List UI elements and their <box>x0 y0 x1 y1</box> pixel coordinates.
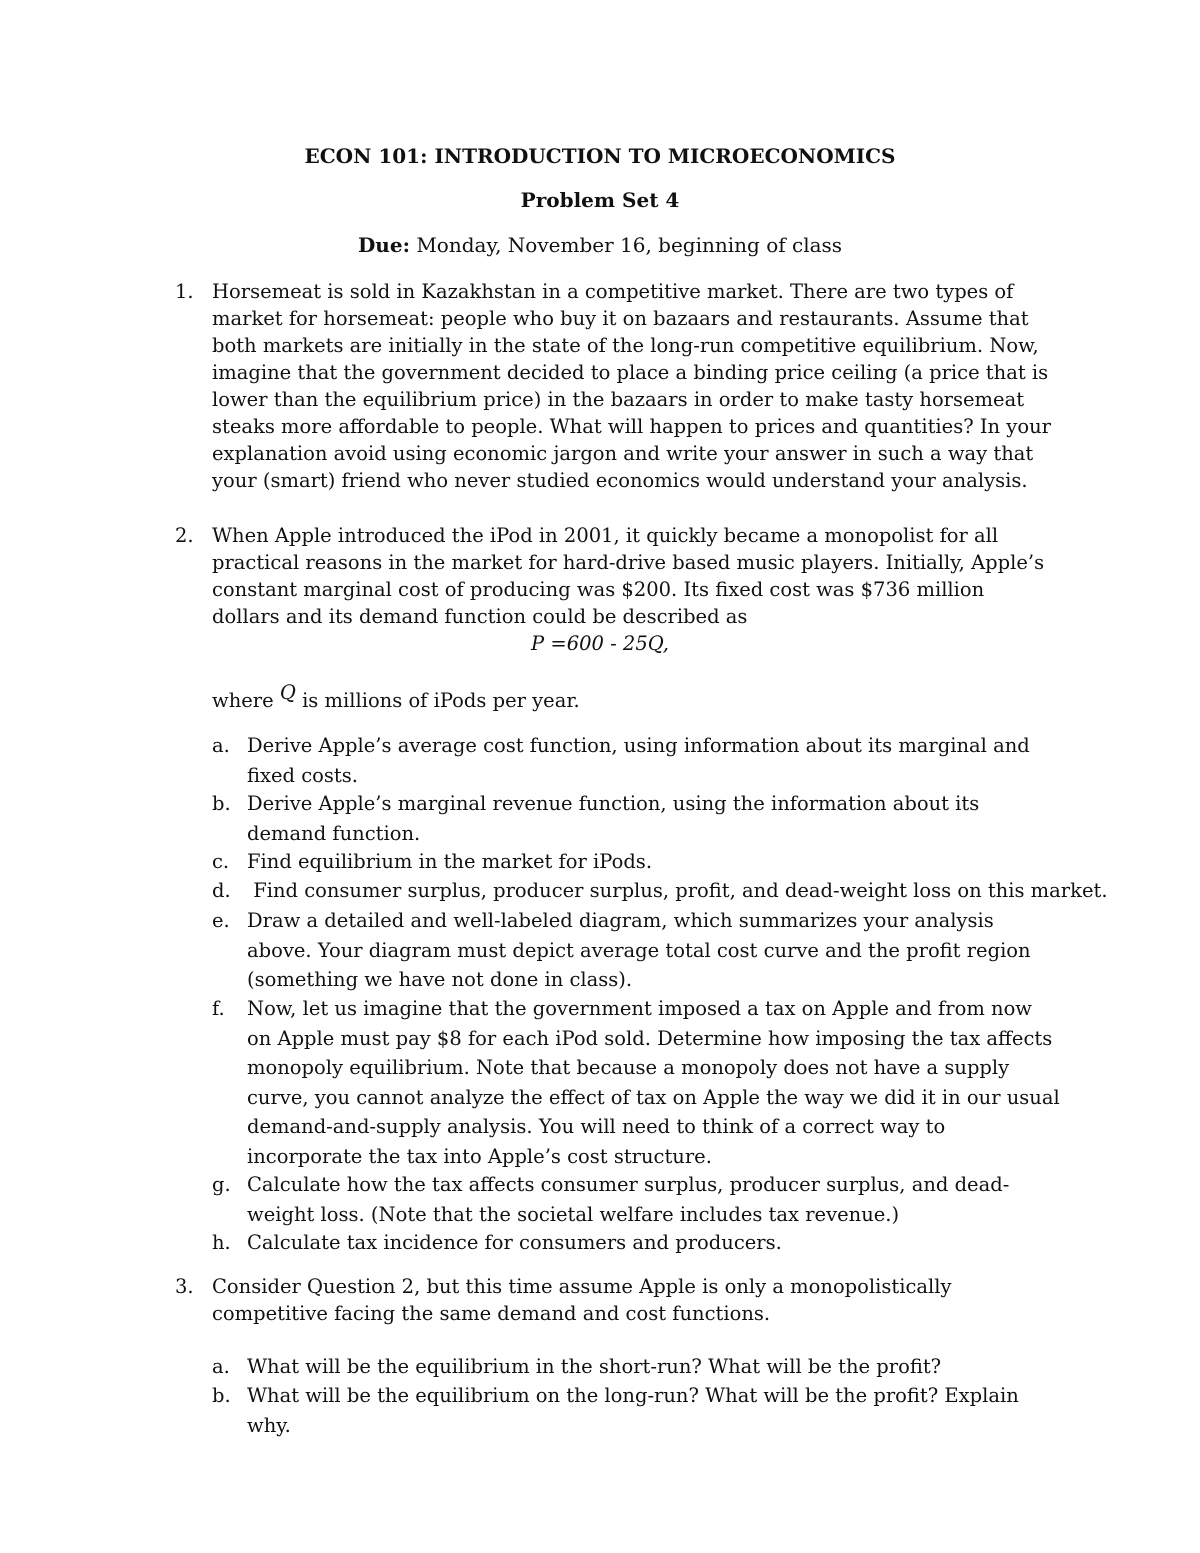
q3-text: Consider Question 2, but this time assume Apple is only a monopolistically competitive facing the same demand and cost functions. <box>212 1275 952 1325</box>
q2-text: When Apple introduced the iPod in 2001, it quickly became a monopolist for all practical reasons in the market for hard-drive based music players. Initially, Apple’s constant marginal cost of producing was $200. Its fixed cost was $736 million dollars and its demand function could be described as <box>212 524 1045 628</box>
q1-number: 1. <box>175 280 194 303</box>
q2-part-label: h. <box>212 1231 231 1254</box>
where-post: is millions of iPods per year. <box>302 689 580 712</box>
q1-text: Horsemeat is sold in Kazakhstan in a competitive market. There are two types of market for horsemeat: people who buy it on bazaars and restaurants. Assume that both markets are initially in the state of the long-run competitive equilibrium. Now, imagine that the government decided to place a binding price ceiling (a price that is lower than the equilibrium price) in the bazaars in order to make tasty horsemeat steaks more affordable to people. What will happen to prices and quantities? In your explanation avoid using economic jargon and write your answer in such a way that your (smart) friend who never studied economics would understand your analysis. <box>212 280 1051 492</box>
q2-part-label: g. <box>212 1173 231 1196</box>
course-title: ECON 101: INTRODUCTION TO MICROECONOMICS <box>304 144 896 168</box>
q2-part-text: Now, let us imagine that the government imposed a tax on Apple and from now on Apple must pay $8 for each iPod sold. Determine how imposing the tax affects monopoly equilibrium. Note that because a monopoly does not have a supply curve, you cannot analyze the effect of tax on Apple the way we did it in our usual demand-and-supply analysis. You will need to think of a correct way to incorporate the tax into Apple’s cost structure. <box>247 997 1060 1168</box>
q2-part-text: Find equilibrium in the market for iPods. <box>247 850 653 873</box>
q2-part-text: Find consumer surplus, producer surplus, profit, and dead-weight loss on this market. <box>247 879 1108 902</box>
q2-part-label: a. <box>212 734 230 757</box>
due-line <box>0 233 1200 257</box>
q2-part-text: Draw a detailed and well-labeled diagram, which summarizes your analysis above. Your diagram must depict average total cost curve and the profit region (something we have not done in class). <box>247 909 1031 991</box>
q2-part-label: c. <box>212 850 230 873</box>
where-line <box>212 681 812 714</box>
problem-set-title: Problem Set 4 <box>520 188 680 212</box>
demand-equation: P =600 - 25Q, <box>531 632 669 655</box>
q3-part-label: a. <box>212 1355 230 1378</box>
q2-part-text: Derive Apple’s marginal revenue function, using the information about its demand function. <box>247 792 980 845</box>
q2-part-text: Calculate how the tax affects consumer surplus, producer surplus, and dead-weight loss. (Note that the societal welfare includes tax revenue.) <box>247 1173 1010 1226</box>
q2-part-label: e. <box>212 909 230 932</box>
q3-part-label: b. <box>212 1384 231 1407</box>
q2-part-label: f. <box>212 997 225 1020</box>
q2-number: 2. <box>175 524 194 547</box>
q3-number: 3. <box>175 1275 194 1298</box>
where-pre: where <box>212 689 274 712</box>
q2-part-label: d. <box>212 879 231 902</box>
q3-part-text: What will be the equilibrium in the short-run? What will be the profit? <box>247 1355 942 1378</box>
q2-part-text: Derive Apple’s average cost function, using information about its marginal and fixed costs. <box>247 734 1030 787</box>
due-label: Due: <box>357 233 410 257</box>
q-symbol: Q <box>279 681 296 704</box>
due-text: Monday, November 16, beginning of class <box>416 233 843 257</box>
q2-part-text: Calculate tax incidence for consumers and producers. <box>247 1231 782 1254</box>
q2-part-label: b. <box>212 792 231 815</box>
q3-part-text: What will be the equilibrium on the long-run? What will be the profit? Explain why. <box>247 1384 1019 1437</box>
